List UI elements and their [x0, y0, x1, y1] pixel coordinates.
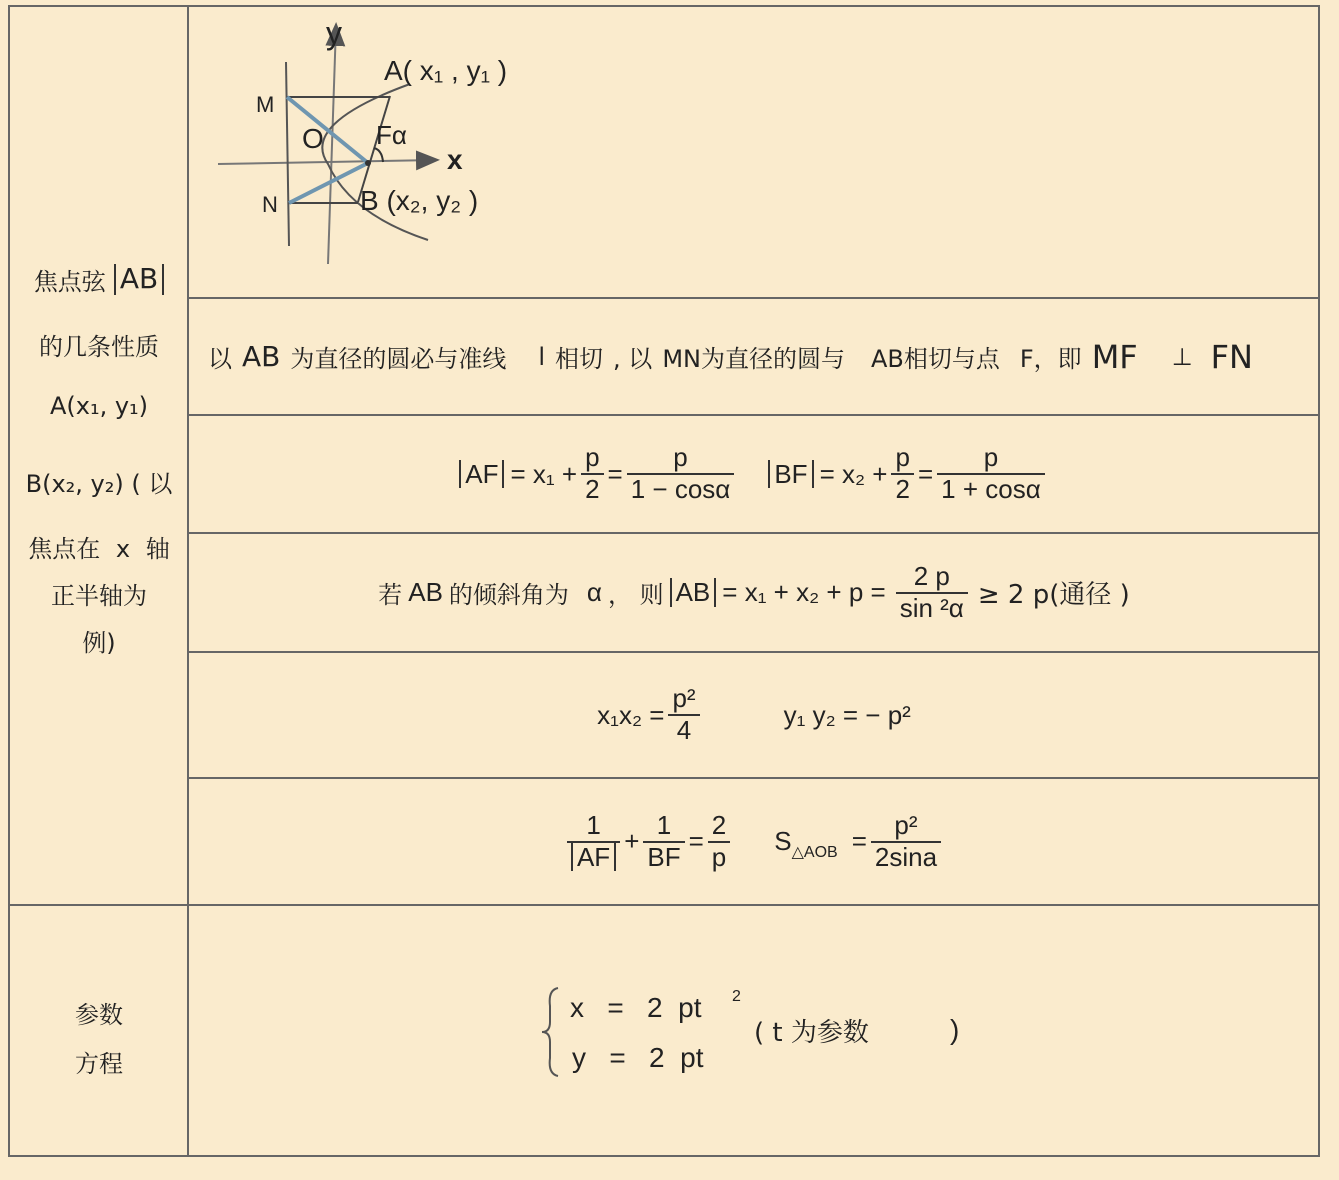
r2-p7: MN为直径的圆与 [662, 345, 845, 373]
r6-frac1 [567, 811, 620, 873]
r2-p4: l [538, 342, 546, 371]
parabola-diagram [200, 14, 520, 274]
section-divider [8, 904, 1320, 906]
reciprocal-area-formulas [190, 779, 1318, 904]
focal-line5c: 轴 [145, 535, 170, 563]
r6-plus: + [624, 826, 640, 856]
r3-eq1: = x₁ + [510, 458, 578, 489]
product-formulas [190, 653, 1318, 777]
param-label [10, 995, 188, 1079]
focal-title: 焦点弦 [33, 268, 106, 296]
focal-line4b: ( 以 [131, 470, 173, 498]
r4-lead: 若 [378, 581, 403, 609]
point-a-label: A( x₁ , y₁ ) [384, 55, 508, 86]
r2-p12: FN [1210, 337, 1253, 376]
focal-line3: A(x₁, y₁) [49, 392, 149, 420]
focal-line4a: B(x₂, y₂) [25, 470, 124, 498]
r6-frac1-den-wrap [567, 843, 620, 873]
focal-line2: 的几条性质 [39, 333, 159, 361]
param-line2: 方程 [75, 1050, 123, 1078]
focal-ab: AB [114, 264, 164, 295]
r4-alpha: α [586, 577, 602, 607]
param-sq: 2 [732, 988, 741, 1005]
line-mf [287, 97, 368, 163]
param-note-b: ) [950, 1014, 960, 1045]
focal-line5b: x [115, 535, 131, 563]
r4-then: ， 则 [607, 581, 664, 609]
point-b-label: B (x₂, y₂ ) [360, 185, 479, 216]
r4-mid: 的倾斜角为 [448, 581, 569, 609]
property-circle-tangent [190, 299, 1336, 414]
focal-chord-label [10, 262, 188, 658]
r2-p2: AB [242, 340, 281, 373]
r4-ab-abs: AB [670, 578, 717, 607]
r5-frac-num: p² [668, 684, 699, 716]
r6-frac1-num: 1 [567, 811, 620, 843]
r2-p10: MF [1091, 337, 1138, 376]
r4-frac-num: 2 p [896, 562, 968, 594]
m-label: M [256, 92, 275, 117]
brace-icon [538, 986, 562, 1078]
r6-eq2: = [851, 826, 867, 856]
r6-frac1-den: AF [571, 843, 616, 872]
r6-s: S [774, 826, 792, 856]
r4-eq: = x₁ + x₂ + p = [722, 577, 886, 607]
r3-frac3-num: p [891, 443, 913, 475]
r2-p11: ⊥ [1171, 342, 1193, 371]
focus-label: Fα [376, 120, 407, 150]
r4-frac-den: sin ²α [899, 592, 964, 623]
r4-tail: ≥ 2 p(通径 ) [977, 580, 1130, 610]
y-axis [328, 26, 336, 264]
r2-p3: 为直径的圆必与准线 [290, 345, 507, 373]
r3-frac4 [937, 443, 1045, 505]
r6-frac4 [871, 811, 941, 873]
r6-frac2-num: 1 [643, 811, 684, 843]
r6-frac4-num: p² [871, 811, 941, 843]
table-border-top [8, 5, 1320, 7]
r3-eq-a: = [607, 458, 623, 489]
table-border-right [1318, 5, 1320, 1157]
r5-frac [668, 684, 699, 746]
focus-point [365, 160, 371, 166]
param-x-eq: x = 2 pt [570, 992, 702, 1023]
r6-tri: △AOB [791, 843, 838, 861]
r2-p1: 以 [208, 345, 232, 373]
table-border-bottom [8, 1155, 1320, 1157]
r3-frac1 [581, 443, 603, 505]
n-label: N [262, 192, 278, 217]
r4-frac [896, 562, 968, 624]
x-axis-label: x [447, 144, 463, 175]
line-nf [289, 163, 368, 203]
r5-right: y₁ y₂ = − p² [783, 699, 911, 730]
r3-frac4-den: 1 + cosα [941, 474, 1041, 504]
r3-frac2-num: p [627, 443, 735, 475]
r3-frac1-den: 2 [585, 474, 600, 504]
focal-line5a: 焦点在 [28, 535, 101, 563]
r6-frac4-den: 2sina [874, 841, 938, 872]
r2-p5: 相切 [555, 345, 604, 373]
r3-eq2: = x₂ + [819, 458, 888, 489]
r2-p6: , 以 [613, 345, 653, 373]
param-line1: 参数 [75, 1001, 123, 1029]
r6-frac2 [643, 811, 684, 873]
origin-label: O [302, 123, 324, 154]
r6-frac3-den: p [711, 841, 727, 872]
r4-ab: AB [408, 577, 443, 607]
r3-frac4-num: p [937, 443, 1045, 475]
r2-p8: AB相切与点 [870, 345, 1000, 373]
r3-frac3-den: 2 [895, 474, 910, 504]
focal-line7: 例) [82, 629, 116, 657]
r3-frac2 [627, 443, 735, 505]
r2-p9: F，即 [1019, 345, 1082, 373]
r6-eq: = [688, 826, 704, 856]
focal-radius-formulas [190, 416, 1318, 532]
y-axis-label: y [326, 15, 342, 51]
r3-af: AF [459, 460, 504, 489]
r6-frac3-num: 2 [708, 811, 730, 843]
r3-frac1-num: p [581, 443, 603, 475]
r6-frac3 [708, 811, 730, 873]
r3-frac2-den: 1 − cosα [630, 474, 731, 504]
r3-bf: BF [768, 460, 813, 489]
r3-frac3 [891, 443, 913, 505]
directrix [286, 62, 289, 246]
r6-frac2-den: BF [647, 841, 681, 872]
param-y-eq: y = 2 pt [572, 1042, 704, 1073]
param-note-a: ( t 为参数 [754, 1018, 869, 1048]
r3-eq-b: = [917, 458, 934, 489]
angle-arc [374, 148, 383, 162]
chord-length-formula [190, 534, 1318, 651]
param-equations [538, 984, 978, 1084]
focal-line6: 正半轴为 [51, 582, 147, 610]
r5-left: x₁x₂ = [597, 699, 665, 730]
r5-frac-den: 4 [676, 715, 692, 745]
